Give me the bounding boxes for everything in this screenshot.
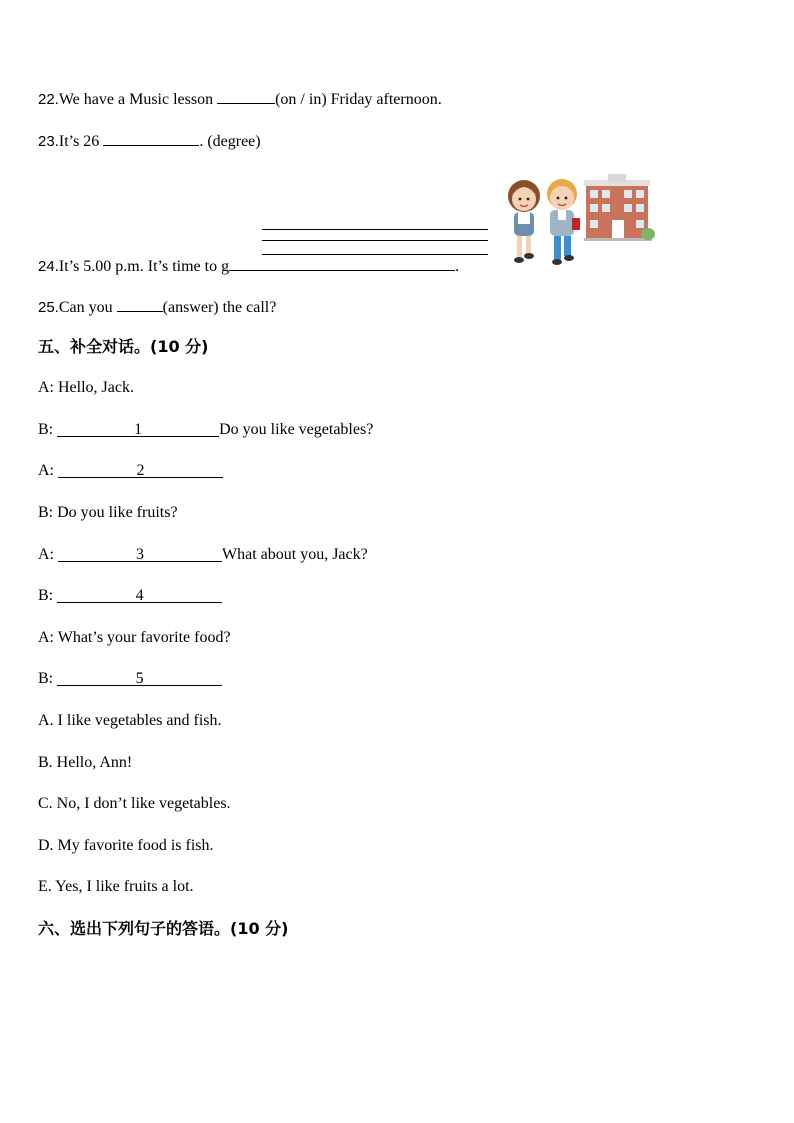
answer-blank[interactable] [103, 129, 199, 146]
dialogue-text: Do you like fruits? [57, 504, 178, 521]
question-number: 23. [38, 133, 59, 150]
answer-blank[interactable] [117, 295, 163, 312]
question-text: We have a Music lesson [58, 91, 214, 108]
blank-number: 4 [135, 587, 144, 604]
question-end: . [455, 258, 460, 275]
question-number: 25. [38, 299, 59, 316]
dialogue-text: Hello, Jack. [58, 379, 134, 396]
speaker-label: A: [38, 629, 54, 646]
dialogue-answer-blank[interactable] [58, 461, 223, 478]
dialogue-answer-blank[interactable] [57, 669, 222, 686]
dialogue-answer-blank[interactable] [58, 545, 222, 562]
question-hint: (on / in) Friday afternoon. [275, 91, 442, 108]
speaker-label: B: [38, 587, 54, 604]
question-number: 22. [38, 91, 59, 108]
blank-number: 5 [135, 670, 144, 687]
speaker-label: B: [38, 504, 54, 521]
answer-blank[interactable] [217, 87, 275, 104]
kids-walking-to-school-icon [500, 172, 656, 270]
question-hint: (answer) the call? [162, 299, 277, 316]
question-text: It’s 26 [58, 133, 100, 150]
question-24 [38, 254, 459, 277]
dialogue-text: Do you like vegetables? [219, 421, 374, 438]
speaker-label: A: [38, 462, 54, 479]
dialogue-line [38, 586, 222, 606]
dialogue-text: What about you, Jack? [222, 546, 368, 563]
writing-line [262, 240, 488, 241]
speaker-label: B: [38, 670, 54, 687]
answer-blank[interactable] [229, 254, 455, 271]
dialogue-text: What’s your favorite food? [57, 629, 231, 646]
blank-number: 1 [134, 421, 143, 438]
dialogue-line [38, 420, 373, 440]
dialogue-answer-blank[interactable] [57, 420, 219, 437]
dialogue-line [38, 628, 231, 648]
answer-option: C. No, I don’t like vegetables. [38, 795, 231, 812]
dialogue-line [38, 503, 178, 523]
answer-option: B. Hello, Ann! [38, 754, 133, 771]
answer-option: E. Yes, I like fruits a lot. [38, 878, 194, 895]
dialogue-answer-blank[interactable] [57, 586, 222, 603]
answer-option: D. My favorite food is fish. [38, 837, 214, 854]
dialogue-line [38, 461, 223, 481]
question-25 [38, 295, 276, 318]
dialogue-line [38, 545, 368, 565]
question-text: It’s 5.00 p.m. It’s time to g [58, 258, 230, 275]
question-hint: . (degree) [199, 133, 261, 150]
answer-option: A. I like vegetables and fish. [38, 712, 222, 729]
question-22 [38, 87, 442, 110]
speaker-label: B: [38, 421, 54, 438]
speaker-label: A: [38, 379, 54, 396]
question-number: 24. [38, 258, 59, 275]
dialogue-line [38, 378, 134, 398]
writing-line [262, 229, 488, 230]
question-text: Can you [58, 299, 113, 316]
dialogue-line [38, 669, 222, 689]
question-23 [38, 129, 261, 152]
section-6-heading: 六、选出下列句子的答语。(10 分) [38, 919, 289, 938]
blank-number: 2 [136, 462, 145, 479]
blank-number: 3 [136, 546, 144, 563]
section-5-heading: 五、补全对话。(10 分) [38, 337, 209, 356]
speaker-label: A: [38, 546, 54, 563]
